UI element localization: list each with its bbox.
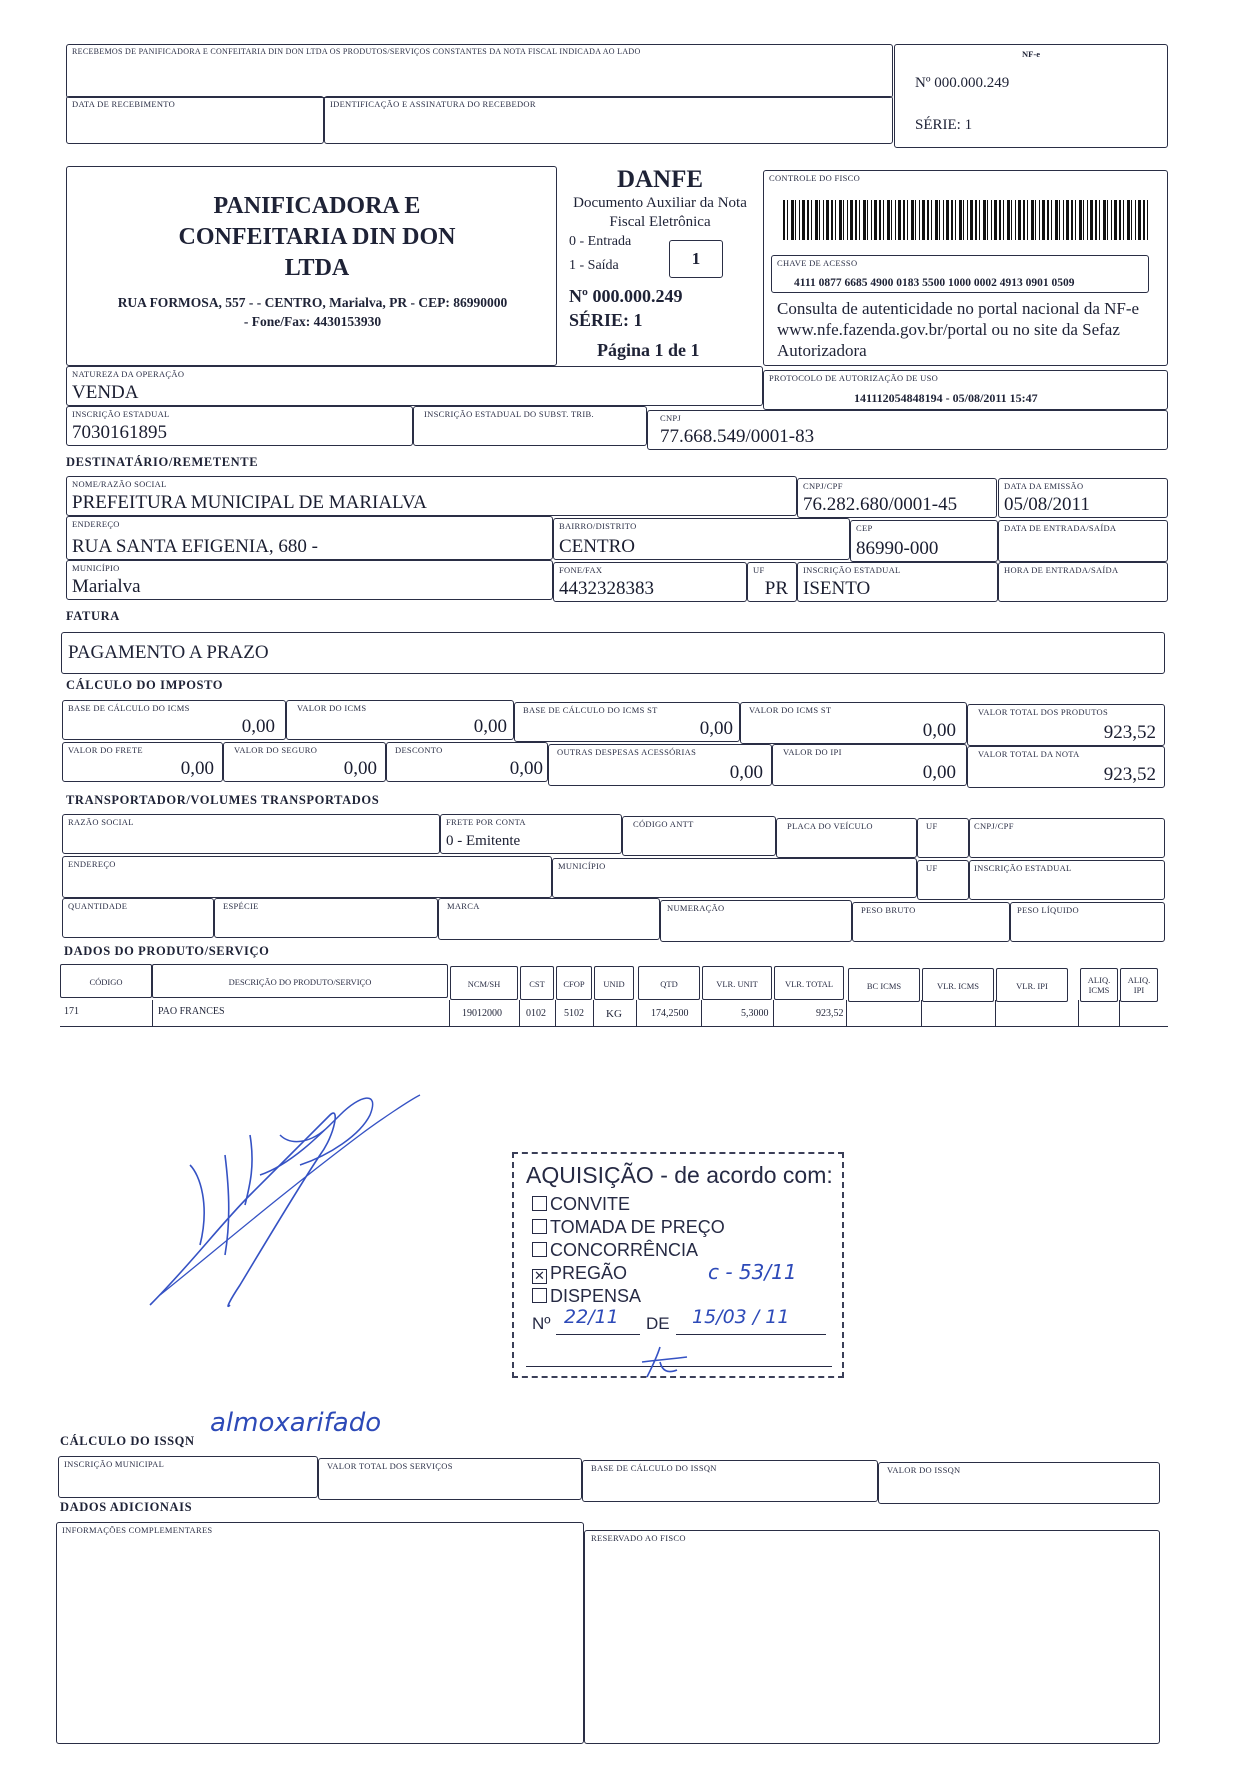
cnpj-emitente-label: CNPJ bbox=[660, 413, 682, 423]
emitente-nome: PANIFICADORA E CONFEITARIA DIN DON LTDA bbox=[178, 193, 456, 281]
dest-emissao-value: 05/08/2011 bbox=[1004, 494, 1090, 515]
transp-cnpj-label: CNPJ/CPF bbox=[974, 821, 1014, 831]
fatura-title: FATURA bbox=[66, 609, 120, 623]
danfe-block bbox=[557, 160, 763, 366]
fatura-box bbox=[61, 632, 1165, 674]
total-produtos-box bbox=[967, 704, 1165, 746]
destinatario-title: DESTINATÁRIO/REMETENTE bbox=[66, 455, 259, 469]
transp-uf-label: UF bbox=[926, 821, 938, 831]
dest-fone-box bbox=[553, 562, 747, 602]
row-divider bbox=[636, 1000, 637, 1026]
transp-placa-box bbox=[776, 818, 917, 858]
protocolo-value: 141112054848194 - 05/08/2011 15:47 bbox=[854, 391, 1038, 405]
transp-uf-box bbox=[917, 818, 969, 858]
canhoto-serie: SÉRIE: 1 bbox=[915, 117, 973, 133]
consulta-text: Consulta de autenticidade no portal nacional da NF-e www.nfe.fazenda.gov.br/portal ou no site da Sefaz Autorizadora bbox=[777, 299, 1140, 360]
dest-uf-box bbox=[747, 562, 797, 602]
canhoto-recebemos bbox=[66, 44, 893, 98]
transp-peso-bruto-box bbox=[852, 902, 1010, 942]
cell-ncm: 19012000 bbox=[462, 1008, 502, 1019]
dest-entrada-label: DATA DE ENTRADA/SAÍDA bbox=[1004, 523, 1117, 533]
natureza-box bbox=[66, 366, 763, 406]
reservado-fisco-label: RESERVADO AO FISCO bbox=[591, 1533, 686, 1543]
total-nota-box bbox=[967, 746, 1165, 788]
cnpj-emitente-box bbox=[647, 410, 1168, 450]
transportador-title: TRANSPORTADOR/VOLUMES TRANSPORTADOS bbox=[66, 793, 380, 807]
cell-descricao: PAO FRANCES bbox=[158, 1006, 225, 1017]
transp-ie-label: INSCRIÇÃO ESTADUAL bbox=[974, 863, 1072, 873]
checkbox-icon bbox=[532, 1196, 547, 1211]
row-divider bbox=[701, 1000, 702, 1026]
dest-hora-label: HORA DE ENTRADA/SAÍDA bbox=[1004, 565, 1119, 575]
transp-quantidade-label: QUANTIDADE bbox=[68, 901, 128, 911]
stamp-option-convite: CONVITE bbox=[532, 1194, 630, 1215]
stamp-de-line bbox=[676, 1334, 826, 1335]
identificacao-label: IDENTIFICAÇÃO E ASSINATURA DO RECEBEDOR bbox=[330, 99, 536, 109]
outras-box bbox=[548, 744, 772, 786]
stamp-option-tomada: TOMADA DE PREÇO bbox=[532, 1217, 725, 1238]
desconto-label: DESCONTO bbox=[395, 745, 443, 755]
ie-st-box bbox=[413, 406, 647, 446]
dest-uf-label: UF bbox=[753, 565, 765, 575]
row-divider bbox=[555, 1000, 556, 1026]
cell-vlr-total: 923,52 bbox=[816, 1008, 844, 1019]
th-vlr-ipi: VLR. IPI bbox=[996, 968, 1068, 1002]
desconto-box bbox=[386, 742, 548, 782]
th-vlr-unit: VLR. UNIT bbox=[702, 966, 772, 1000]
data-recebimento-label: DATA DE RECEBIMENTO bbox=[72, 99, 176, 109]
transp-antt-box bbox=[622, 816, 776, 856]
handwritten-almoxarifado: almoxarifado bbox=[210, 1408, 382, 1438]
th-aliq-icms: ALIQ. ICMS bbox=[1080, 968, 1118, 1002]
row-divider bbox=[921, 1000, 922, 1026]
dest-uf-value: PR bbox=[764, 578, 788, 599]
issqn-valor-label: VALOR DO ISSQN bbox=[887, 1465, 961, 1475]
info-complementar-box bbox=[56, 1522, 584, 1744]
protocolo-box bbox=[763, 370, 1168, 410]
transp-frete-label: FRETE POR CONTA bbox=[446, 817, 526, 827]
th-unid: UNID bbox=[594, 966, 634, 1000]
stamp-de-label: DE bbox=[646, 1314, 670, 1333]
transp-frete-value: 0 - Emitente bbox=[446, 833, 521, 849]
danfe-title: DANFE bbox=[616, 166, 704, 193]
transp-razao-box bbox=[62, 814, 440, 854]
base-icms-value: 0,00 bbox=[241, 716, 275, 737]
valor-st-label: VALOR DO ICMS ST bbox=[749, 705, 832, 715]
transp-ie-box bbox=[969, 860, 1165, 900]
signature-scribble bbox=[130, 1075, 430, 1335]
adicionais-title: DADOS ADICIONAIS bbox=[60, 1500, 193, 1514]
chave-acesso-box bbox=[771, 255, 1149, 293]
issqn-base-label: BASE DE CÁLCULO DO ISSQN bbox=[591, 1463, 717, 1473]
danfe-subtitle: Documento Auxiliar da Nota Fiscal Eletrônica bbox=[573, 195, 747, 230]
total-produtos-value: 923,52 bbox=[1103, 722, 1156, 743]
reservado-fisco-box bbox=[584, 1530, 1160, 1744]
emitente-box bbox=[66, 166, 557, 366]
valor-st-box bbox=[740, 702, 967, 744]
canhoto-numero: Nº 000.000.249 bbox=[915, 75, 1010, 91]
dest-cep-box bbox=[850, 520, 998, 562]
transp-peso-liquido-label: PESO LÍQUIDO bbox=[1017, 905, 1079, 915]
transp-frete-box bbox=[440, 814, 622, 854]
dest-cep-value: 86990-000 bbox=[856, 538, 939, 559]
stamp-de-value: 15/03 / 11 bbox=[692, 1306, 790, 1328]
transp-razao-label: RAZÃO SOCIAL bbox=[68, 817, 134, 827]
th-cfop: CFOP bbox=[556, 966, 592, 1000]
row-divider bbox=[773, 1000, 774, 1026]
base-icms-label: BASE DE CÁLCULO DO ICMS bbox=[68, 703, 190, 713]
transp-cnpj-box bbox=[969, 818, 1165, 858]
chave-acesso-label: CHAVE DE ACESSO bbox=[777, 258, 858, 268]
transp-especie-label: ESPÉCIE bbox=[223, 901, 259, 911]
dest-municipio-box bbox=[66, 560, 553, 600]
dest-endereco-value: RUA SANTA EFIGENIA, 680 - bbox=[72, 536, 319, 557]
dest-emissao-label: DATA DA EMISSÃO bbox=[1004, 481, 1084, 491]
danfe-saida: 1 - Saída bbox=[569, 258, 619, 273]
dest-fone-label: FONE/FAX bbox=[559, 565, 603, 575]
dest-cep-label: CEP bbox=[856, 523, 873, 533]
issqn-valor-box bbox=[878, 1462, 1160, 1504]
dest-municipio-label: MUNICÍPIO bbox=[72, 563, 120, 573]
ipi-value: 0,00 bbox=[922, 762, 956, 783]
stamp-initials bbox=[632, 1342, 692, 1382]
dest-cnpj-box bbox=[797, 478, 997, 518]
stamp-annotation: c - 53/11 bbox=[708, 1260, 797, 1284]
protocolo-label: PROTOCOLO DE AUTORIZAÇÃO DE USO bbox=[769, 373, 939, 383]
checkbox-icon bbox=[532, 1219, 547, 1234]
ie-emitente-value: 7030161895 bbox=[72, 422, 167, 443]
dest-nome-value: PREFEITURA MUNICIPAL DE MARIALVA bbox=[72, 492, 427, 513]
th-vlr-total: VLR. TOTAL bbox=[774, 966, 844, 1000]
transp-endereco-box bbox=[62, 856, 552, 898]
transp-marca-box bbox=[438, 898, 660, 940]
issqn-base-box bbox=[582, 1460, 878, 1502]
cell-vlr-unit: 5,3000 bbox=[741, 1008, 769, 1019]
stamp-no-label: Nº bbox=[532, 1314, 551, 1333]
controle-fisco-label: CONTROLE DO FISCO bbox=[769, 173, 861, 183]
chave-acesso: 4111 0877 6685 4900 0183 5500 1000 0002 4913 0901 0509 bbox=[794, 277, 1075, 289]
cnpj-emitente-value: 77.668.549/0001-83 bbox=[660, 426, 815, 447]
transp-antt-label: CÓDIGO ANTT bbox=[633, 819, 694, 829]
row-divider bbox=[995, 1000, 996, 1026]
transp-endereco-label: ENDEREÇO bbox=[68, 859, 116, 869]
dest-ie-box bbox=[797, 562, 998, 602]
transp-uf2-box bbox=[917, 860, 969, 900]
natureza-value: VENDA bbox=[72, 382, 139, 403]
transp-especie-box bbox=[214, 898, 438, 938]
valor-icms-label: VALOR DO ICMS bbox=[297, 703, 367, 713]
ie-emitente-label: INSCRIÇÃO ESTADUAL bbox=[72, 409, 170, 419]
stamp-option-pregao: ✕ PREGÃO bbox=[532, 1263, 627, 1284]
cell-cfop: 5102 bbox=[564, 1008, 584, 1019]
cell-qtd: 174,2500 bbox=[651, 1008, 689, 1019]
transp-numeracao-box bbox=[660, 900, 852, 942]
stamp-option-concorrencia: CONCORRÊNCIA bbox=[532, 1240, 698, 1261]
row-divider bbox=[846, 1000, 847, 1026]
row-divider bbox=[519, 1000, 520, 1026]
row-divider bbox=[1119, 1000, 1120, 1026]
cell-codigo: 171 bbox=[64, 1006, 79, 1017]
frete-label: VALOR DO FRETE bbox=[68, 745, 143, 755]
th-cst: CST bbox=[520, 966, 554, 1000]
row-divider bbox=[593, 1000, 594, 1026]
table-row bbox=[60, 1000, 1168, 1027]
issqn-inscricao-box bbox=[58, 1456, 318, 1498]
th-descricao: DESCRIÇÃO DO PRODUTO/SERVIÇO bbox=[152, 964, 448, 998]
ie-emitente-box bbox=[66, 406, 413, 446]
total-produtos-label: VALOR TOTAL DOS PRODUTOS bbox=[978, 707, 1109, 717]
frete-value: 0,00 bbox=[180, 758, 214, 779]
danfe-serie: SÉRIE: 1 bbox=[569, 310, 643, 330]
danfe-numero: Nº 000.000.249 bbox=[569, 286, 683, 306]
ipi-label: VALOR DO IPI bbox=[783, 747, 842, 757]
transp-placa-label: PLACA DO VEÍCULO bbox=[787, 821, 873, 831]
base-st-box bbox=[514, 702, 740, 742]
barcode-icon bbox=[783, 200, 1148, 240]
transp-peso-bruto-label: PESO BRUTO bbox=[861, 905, 916, 915]
stamp-title: AQUISIÇÃO - de acordo com: bbox=[526, 1162, 833, 1188]
dest-ie-value: ISENTO bbox=[803, 578, 871, 599]
th-codigo: CÓDIGO bbox=[60, 964, 152, 998]
th-ncm: NCM/SH bbox=[450, 966, 518, 1000]
produtos-title: DADOS DO PRODUTO/SERVIÇO bbox=[64, 944, 270, 958]
stamp-no-line bbox=[556, 1334, 640, 1335]
th-bc-icms: BC ICMS bbox=[848, 968, 920, 1002]
dest-hora-box bbox=[998, 562, 1168, 602]
dest-nome-box bbox=[66, 476, 797, 516]
stamp-no-value: 22/11 bbox=[564, 1306, 619, 1328]
base-icms-box bbox=[62, 700, 286, 740]
dest-bairro-label: BAIRRO/DISTRITO bbox=[559, 521, 637, 531]
dest-ie-label: INSCRIÇÃO ESTADUAL bbox=[803, 565, 901, 575]
checked-checkbox-icon: ✕ bbox=[532, 1269, 547, 1284]
danfe-entrada: 0 - Entrada bbox=[569, 234, 632, 249]
dest-bairro-box bbox=[553, 518, 850, 560]
desconto-value: 0,00 bbox=[509, 758, 543, 779]
transp-municipio-label: MUNICÍPIO bbox=[558, 861, 606, 871]
canhoto-data-recebimento bbox=[66, 96, 324, 144]
base-st-label: BASE DE CÁLCULO DO ICMS ST bbox=[523, 705, 658, 715]
row-divider bbox=[1078, 1000, 1079, 1026]
dest-fone-value: 4432328383 bbox=[559, 578, 654, 599]
natureza-label: NATUREZA DA OPERAÇÃO bbox=[72, 369, 185, 379]
row-divider bbox=[449, 1000, 450, 1026]
outras-label: OUTRAS DESPESAS ACESSÓRIAS bbox=[557, 747, 697, 757]
dest-entrada-box bbox=[998, 520, 1168, 562]
emitente-fone: - Fone/Fax: 4430153930 bbox=[243, 314, 382, 329]
transp-municipio-box bbox=[552, 858, 917, 898]
checkbox-icon bbox=[532, 1242, 547, 1257]
stamp-option-dispensa: DISPENSA bbox=[532, 1286, 641, 1307]
dest-cnpj-value: 76.282.680/0001-45 bbox=[803, 494, 958, 515]
issqn-total-label: VALOR TOTAL DOS SERVIÇOS bbox=[327, 1461, 453, 1471]
row-divider bbox=[152, 1000, 153, 1026]
total-nota-value: 923,52 bbox=[1103, 764, 1156, 785]
seguro-box bbox=[223, 742, 386, 782]
outras-value: 0,00 bbox=[729, 762, 763, 783]
dest-municipio-value: Marialva bbox=[72, 576, 141, 597]
ipi-box bbox=[772, 744, 967, 786]
emitente-endereco: RUA FORMOSA, 557 - - CENTRO, Marialva, PR - CEP: 86990000 bbox=[117, 295, 508, 310]
info-complementar-label: INFORMAÇÕES COMPLEMENTARES bbox=[62, 1525, 213, 1535]
dest-endereco-label: ENDEREÇO bbox=[72, 519, 120, 529]
ie-st-label: INSCRIÇÃO ESTADUAL DO SUBST. TRIB. bbox=[424, 409, 594, 419]
danfe-pagina: Página 1 de 1 bbox=[597, 340, 700, 360]
danfe-tipo: 1 bbox=[669, 240, 723, 278]
frete-box bbox=[62, 742, 223, 782]
issqn-total-box bbox=[318, 1458, 582, 1500]
th-vlr-icms: VLR. ICMS bbox=[922, 968, 994, 1002]
canhoto-identificacao bbox=[324, 96, 893, 144]
checkbox-icon bbox=[532, 1288, 547, 1303]
dest-endereco-box bbox=[66, 516, 553, 560]
valor-icms-value: 0,00 bbox=[473, 716, 507, 737]
seguro-label: VALOR DO SEGURO bbox=[234, 745, 318, 755]
transp-uf2-label: UF bbox=[926, 863, 938, 873]
nfe-label: NF-e bbox=[1022, 49, 1040, 59]
issqn-inscricao-label: INSCRIÇÃO MUNICIPAL bbox=[64, 1459, 165, 1469]
dest-emissao-box bbox=[998, 478, 1168, 518]
produtos-table bbox=[60, 964, 1168, 1028]
dest-cnpj-label: CNPJ/CPF bbox=[803, 481, 843, 491]
transp-marca-label: MARCA bbox=[447, 901, 480, 911]
transp-peso-liquido-box bbox=[1010, 902, 1165, 942]
imposto-title: CÁLCULO DO IMPOSTO bbox=[66, 678, 224, 692]
issqn-title: CÁLCULO DO ISSQN bbox=[60, 1434, 195, 1448]
cell-unid: KG bbox=[606, 1008, 622, 1020]
transp-quantidade-box bbox=[62, 898, 214, 938]
transp-numeracao-label: NUMERAÇÃO bbox=[667, 903, 725, 913]
dest-bairro-value: CENTRO bbox=[559, 536, 635, 557]
cell-cst: 0102 bbox=[526, 1008, 546, 1019]
valor-icms-box bbox=[286, 700, 514, 740]
dest-nome-label: NOME/RAZÃO SOCIAL bbox=[72, 479, 167, 489]
total-nota-label: VALOR TOTAL DA NOTA bbox=[978, 749, 1080, 759]
fatura-text: PAGAMENTO A PRAZO bbox=[68, 642, 269, 663]
canhoto-nfe bbox=[894, 44, 1168, 148]
base-st-value: 0,00 bbox=[699, 718, 733, 739]
aquisicao-stamp bbox=[512, 1152, 844, 1378]
valor-st-value: 0,00 bbox=[922, 720, 956, 741]
recebemos-text: RECEBEMOS DE PANIFICADORA E CONFEITARIA DIN DON LTDA OS PRODUTOS/SERVIÇOS CONSTANTES DA NOTA FISCAL INDICADA AO LADO bbox=[72, 47, 641, 56]
th-qtd: QTD bbox=[638, 966, 700, 1000]
th-aliq-ipi: ALIQ. IPI bbox=[1120, 968, 1158, 1002]
seguro-value: 0,00 bbox=[343, 758, 377, 779]
